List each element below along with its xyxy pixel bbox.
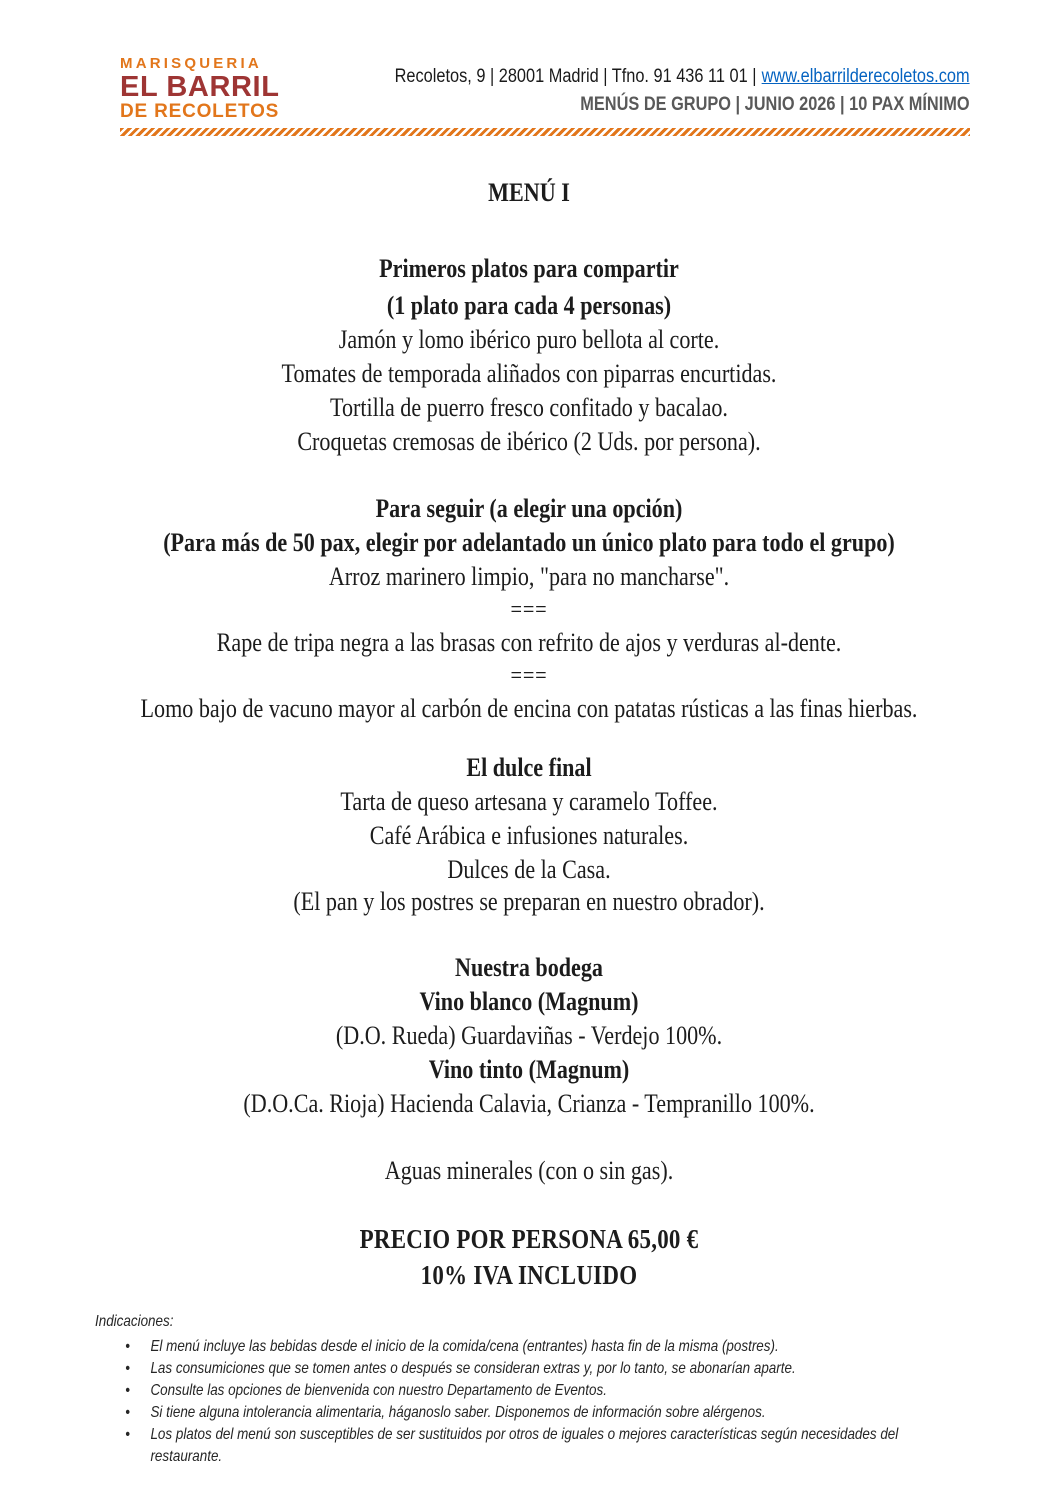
indication-item: • Si tiene alguna intolerancia alimentaria, háganoslo saber. Disponemos de información sobre alérgenos.	[125, 1402, 935, 1424]
address-text: Recoletos, 9 | 28001 Madrid | Tfno. 91 436 11 01 |	[395, 66, 757, 87]
logo-line-marisqueria: MARISQUERIA	[120, 55, 262, 72]
indication-item: • Los platos del menú son susceptibles de ser sustituidos por otros de iguales o mejores características según necesidades del restaurante.	[125, 1424, 935, 1468]
indications-footer	[95, 1312, 935, 1468]
starters-heading: Primeros platos para compartir	[379, 254, 679, 283]
mains-subheading: (Para más de 50 pax, elegir por adelantado un único plato para todo el grupo)	[163, 528, 895, 557]
dessert-item: Café Arábica e infusiones naturales.	[369, 821, 689, 850]
vat-included: 10% IVA INCLUIDO	[420, 1260, 638, 1290]
white-wine-label: Vino blanco (Magnum)	[419, 987, 639, 1016]
indications-list	[95, 1336, 935, 1468]
option-separator: ===	[510, 597, 548, 623]
cellar-heading: Nuestra bodega	[455, 953, 603, 982]
website-link[interactable]: www.elbarrilderecoletos.com	[762, 66, 970, 87]
price-per-person: PRECIO POR PERSONA 65,00 €	[359, 1224, 699, 1254]
dessert-item: Dulces de la Casa.	[447, 855, 611, 884]
restaurant-logo	[120, 56, 280, 122]
starters-subheading: (1 plato para cada 4 personas)	[386, 291, 672, 320]
contact-block	[395, 56, 970, 120]
rope-divider	[120, 128, 970, 136]
indication-item: • Las consumiciones que se tomen antes o después se consideran extras y, por lo tanto, se abonarían aparte.	[125, 1358, 935, 1380]
main-option: Rape de tripa negra a las brasas con refrito de ajos y verduras al-dente.	[216, 628, 842, 657]
option-separator: ===	[510, 663, 548, 689]
address-line	[395, 64, 970, 90]
main-option: Arroz marinero limpio, "para no mancharse".	[328, 562, 730, 591]
page-header	[0, 0, 1058, 122]
menus-subtitle: MENÚS DE GRUPO | JUNIO 2026 | 10 PAX MÍNIMO	[580, 94, 970, 115]
water-line: Aguas minerales (con o sin gas).	[384, 1156, 674, 1185]
logo-line-de-recoletos: DE RECOLETOS	[120, 101, 280, 122]
menu-body	[79, 176, 978, 1292]
menu-title: MENÚ I	[488, 178, 570, 207]
dessert-item: Tarta de queso artesana y caramelo Toffee.	[340, 787, 718, 816]
starter-item: Croquetas cremosas de ibérico (2 Uds. por persona).	[297, 427, 761, 456]
starter-item: Tortilla de puerro fresco confitado y bacalao.	[330, 393, 728, 422]
white-wine-description: (D.O. Rueda) Guardaviñas - Verdejo 100%.	[335, 1021, 723, 1050]
mains-heading: Para seguir (a elegir una opción)	[375, 494, 683, 523]
red-wine-label: Vino tinto (Magnum)	[428, 1055, 630, 1084]
starter-item: Tomates de temporada aliñados con piparras encurtidas.	[281, 359, 777, 388]
logo-line-el-barril: EL BARRIL	[120, 71, 280, 103]
indication-item: • Consulte las opciones de bienvenida con nuestro Departamento de Eventos.	[125, 1380, 935, 1402]
main-option: Lomo bajo de vacuno mayor al carbón de encina con patatas rústicas a las finas hierbas.	[140, 694, 918, 723]
starter-item: Jamón y lomo ibérico puro bellota al corte.	[338, 325, 720, 354]
dessert-heading: El dulce final	[466, 753, 592, 782]
indication-item: • El menú incluye las bebidas desde el inicio de la comida/cena (entrantes) hasta fin de la misma (postres).	[125, 1336, 935, 1358]
bakery-note: (El pan y los postres se preparan en nuestro obrador).	[293, 887, 765, 916]
red-wine-description: (D.O.Ca. Rioja) Hacienda Calavia, Crianza - Tempranillo 100%.	[243, 1089, 815, 1118]
indications-heading: Indicaciones:	[95, 1313, 174, 1330]
